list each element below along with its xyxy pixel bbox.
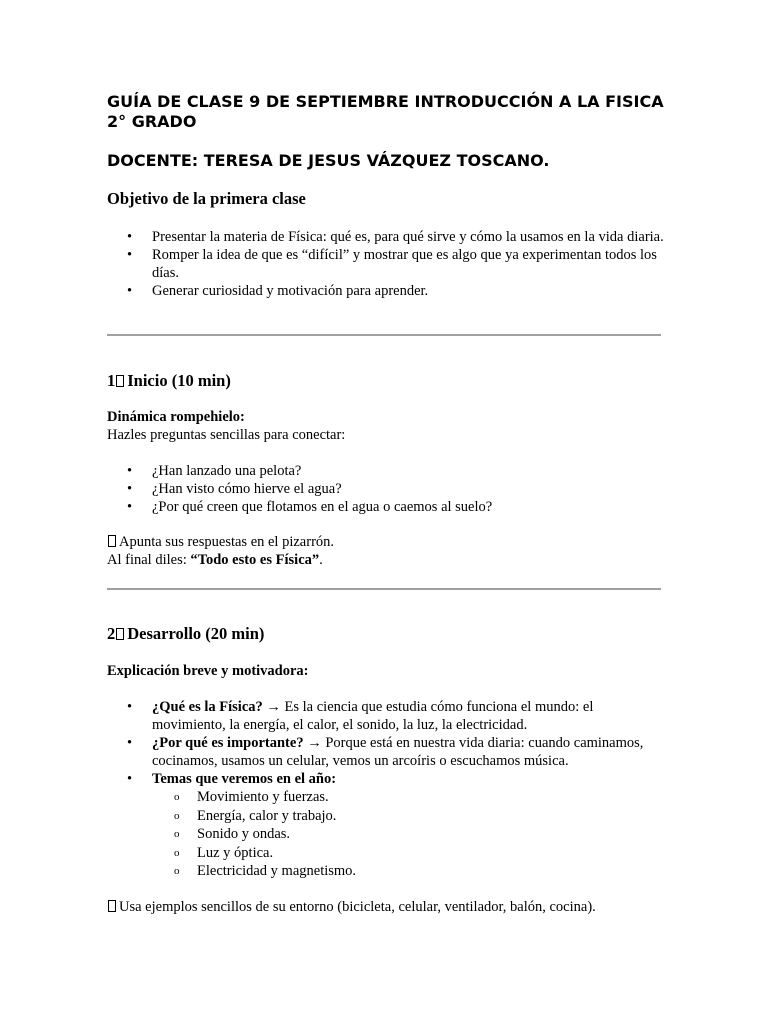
missing-glyph-box-icon [116, 628, 124, 640]
questions-list-container [107, 462, 667, 516]
list-item [107, 480, 667, 498]
bullet-icon: • [127, 247, 133, 263]
missing-glyph-box-icon [108, 900, 116, 912]
questions-list [107, 462, 667, 516]
list-item [107, 228, 667, 246]
list-item [107, 862, 667, 880]
teacher-name: DOCENTE: TERESA DE JESUS VÁZQUEZ TOSCANO. [107, 151, 550, 170]
objective-list-container [107, 228, 667, 300]
list-item [107, 698, 667, 734]
bullet-icon: • [127, 481, 133, 497]
horizontal-divider [107, 588, 661, 590]
topic-text: Movimiento y fuerzas. [197, 789, 329, 805]
list-item [107, 825, 667, 843]
section-1-notes [107, 533, 667, 569]
item-text: Porque está en nuestra vida diaria: cuando caminamos, cocinamos, usamos un celular, vemos un arcoíris o escuchamos música. [152, 735, 644, 769]
objective-item-text: Romper la idea de que es “difícil” y mostrar que es algo que ya experimentan todos los días. [152, 247, 657, 281]
list-item [107, 788, 667, 806]
section-1-body [107, 408, 667, 444]
section-1-heading [107, 371, 231, 391]
section-title: Desarrollo (20 min) [127, 624, 265, 643]
bullet-icon: • [127, 771, 133, 787]
objective-item-text: Generar curiosidad y motivación para aprender. [152, 283, 429, 299]
section-2-heading [107, 624, 264, 644]
final-line [107, 551, 667, 569]
arrow-right-icon: → [307, 735, 322, 751]
list-item [107, 770, 667, 788]
bullet-icon: • [127, 283, 133, 299]
final-prefix: Al final diles: [107, 552, 191, 568]
topics-list [107, 788, 667, 880]
circle-bullet-icon: o [174, 865, 180, 878]
bullet-icon: • [127, 499, 133, 515]
item-bold: ¿Qué es la Física? [152, 699, 263, 715]
circle-bullet-icon: o [174, 809, 180, 822]
circle-bullet-icon: o [174, 846, 180, 859]
list-item [107, 498, 667, 516]
list-item [107, 807, 667, 825]
final-suffix: . [319, 552, 323, 568]
item-text: Es la ciencia que estudia cómo funciona el mundo: el movimiento, la energía, el calor, el sonido, la luz, la electricidad. [152, 699, 594, 733]
note-line [107, 898, 707, 916]
explanation-label: Explicación breve y motivadora: [107, 663, 309, 679]
missing-glyph-box-icon [116, 375, 124, 387]
section-number: 1 [107, 371, 116, 390]
circle-bullet-icon: o [174, 828, 180, 841]
dynamic-label: Dinámica rompehielo: [107, 409, 245, 425]
section-2-note [107, 898, 707, 916]
topic-text: Sonido y ondas. [197, 826, 291, 843]
bullet-icon: • [127, 463, 133, 479]
question-text: ¿Han visto cómo hierve el agua? [152, 481, 342, 497]
section-title: Inicio (10 min) [127, 371, 231, 390]
note-text: Apunta sus respuestas en el pizarrón. [119, 534, 335, 550]
list-item [107, 734, 667, 770]
explanation-list-container [107, 698, 667, 881]
objective-item-text: Presentar la materia de Física: qué es, para qué sirve y cómo la usamos en la vida diaria. [152, 229, 664, 245]
topic-text: Energía, calor y trabajo. [197, 807, 337, 824]
horizontal-divider [107, 334, 661, 336]
arrow-right-icon: → [266, 699, 281, 715]
topic-text: Electricidad y magnetismo. [197, 863, 357, 880]
list-item [107, 462, 667, 480]
final-bold: “Todo esto es Física” [190, 552, 320, 568]
list-item [107, 246, 667, 282]
missing-glyph-box-icon [108, 535, 116, 547]
document-title: GUÍA DE CLASE 9 DE SEPTIEMBRE INTRODUCCIÓN A LA FISICA 2° GRADO [107, 92, 664, 131]
topic-text: Luz y óptica. [197, 844, 274, 861]
bullet-icon: • [127, 735, 133, 751]
objective-list [107, 228, 667, 300]
list-item [107, 282, 667, 300]
bullet-icon: • [127, 699, 133, 715]
topics-label: Temas que veremos en el año: [152, 771, 337, 787]
item-bold: ¿Por qué es importante? [152, 735, 304, 751]
bullet-icon: • [127, 229, 133, 245]
question-text: ¿Han lanzado una pelota? [152, 463, 302, 479]
dynamic-intro: Hazles preguntas sencillas para conectar: [107, 427, 346, 443]
list-item [107, 844, 667, 862]
note-text: Usa ejemplos sencillos de su entorno (bicicleta, celular, ventilador, balón, cocina). [119, 899, 596, 915]
section-number: 2 [107, 624, 116, 643]
question-text: ¿Por qué creen que flotamos en el agua o caemos al suelo? [152, 499, 493, 515]
circle-bullet-icon: o [174, 791, 180, 803]
section-2-label-container [107, 662, 667, 680]
explanation-list [107, 698, 667, 788]
objective-heading: Objetivo de la primera clase [107, 189, 306, 208]
note-line [107, 533, 667, 551]
